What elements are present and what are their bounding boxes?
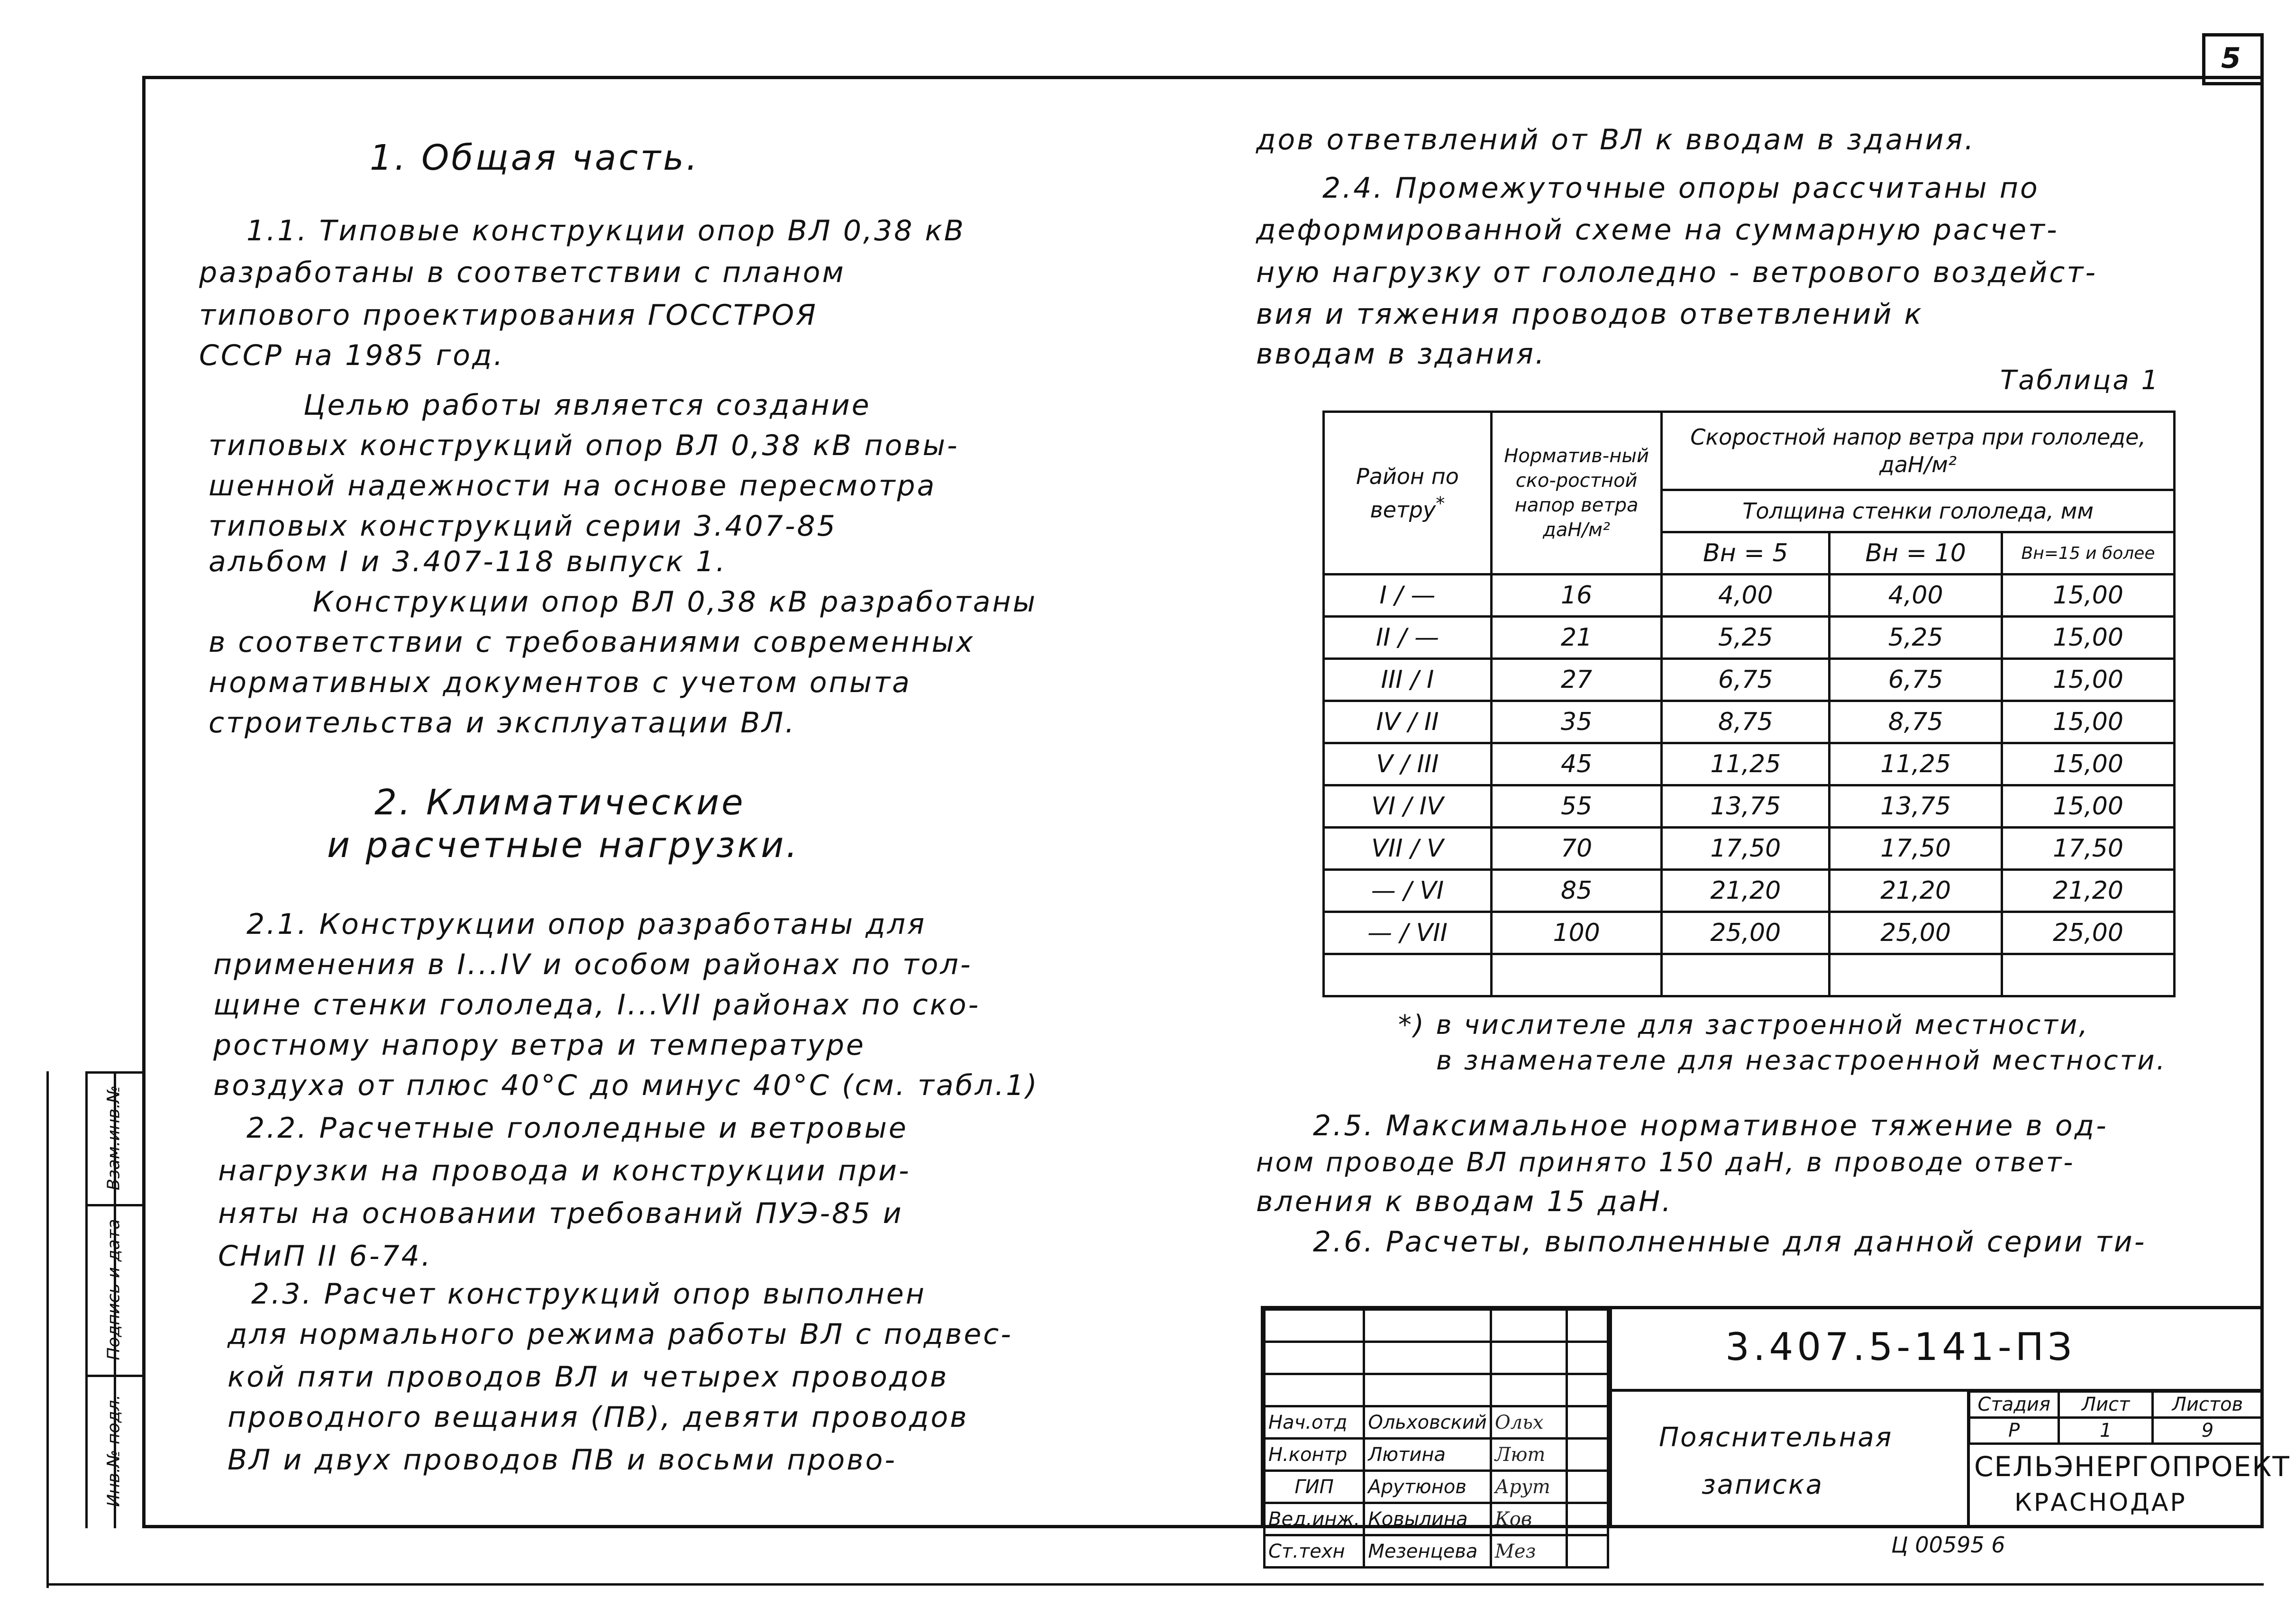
cell-empty: [1364, 1374, 1491, 1406]
cell-norm: 27: [1491, 659, 1661, 701]
cell-empty: [1491, 1310, 1566, 1342]
signer-role: Нач.отд: [1265, 1406, 1364, 1439]
trim-line: [46, 1583, 2264, 1586]
signer-row: [1265, 1406, 1608, 1439]
section1-line: типовых конструкций серии 3.407-85: [209, 510, 837, 543]
section2-line: 2.3. Расчет конструкций опор выполнен: [251, 1277, 926, 1311]
header-norm: Норматив-ный ско-ростной напор ветра даН/м²: [1491, 412, 1661, 575]
cell-b5: 8,75: [1662, 701, 1830, 743]
cell-region: VII / V: [1324, 828, 1492, 870]
section2-line: для нормального режима работы ВЛ с подвес-: [228, 1318, 1013, 1351]
cell-b10: 13,75: [1830, 785, 2002, 828]
footnote-line2: в знаменателе для незастроенной местности.: [1436, 1045, 2167, 1076]
cell-empty: [1566, 1503, 1608, 1535]
section2-heading-line1: 2. Климатические: [374, 782, 746, 823]
cell-norm: 85: [1491, 870, 1661, 912]
signer-role: Ст.техн: [1265, 1535, 1364, 1568]
section2-line: кой пяти проводов ВЛ и четырех проводов: [228, 1360, 949, 1394]
right-bottom-line: ном проводе ВЛ принято 150 даН, в проводе ответ-: [1256, 1147, 2075, 1178]
section1-line: 1.1. Типовые конструкции опор ВЛ 0,38 кВ: [246, 214, 965, 247]
cell-norm: 35: [1491, 701, 1661, 743]
cell-b15: 15,00: [2002, 743, 2175, 785]
cell-empty: [1566, 1535, 1608, 1568]
signer-name: Ковылина: [1364, 1503, 1491, 1535]
cell-empty: [1566, 1374, 1608, 1406]
stage-table: [1968, 1390, 2264, 1445]
cell-b10: 11,25: [1830, 743, 2002, 785]
signer-signature: Ольх: [1491, 1406, 1566, 1439]
section2-line: ВЛ и двух проводов ПВ и восьми прово-: [228, 1443, 897, 1477]
cell-empty: [1364, 1342, 1491, 1374]
cell-norm: 55: [1491, 785, 1661, 828]
section1-line: типовых конструкций опор ВЛ 0,38 кВ повы-: [209, 429, 959, 462]
section1-line: разработаны в соответствии с планом: [199, 256, 846, 289]
side-label-replace: Взам.инв.№: [104, 1085, 124, 1191]
sheets-label: Листов: [2152, 1392, 2262, 1418]
cell-empty: [1830, 954, 2002, 996]
sheet-value: 1: [2059, 1418, 2153, 1444]
right-line: вводам в здания.: [1256, 338, 1546, 371]
cell-region: III / I: [1324, 659, 1492, 701]
cell-b15: 15,00: [2002, 785, 2175, 828]
stage-value: Р: [1969, 1418, 2059, 1444]
signer-role: Вед.инж.: [1265, 1503, 1364, 1535]
signer-name: Ольховский: [1364, 1406, 1491, 1439]
cell-b5: 21,20: [1662, 870, 1830, 912]
header-region-star: *: [1436, 493, 1445, 514]
cell-empty: [1364, 1310, 1491, 1342]
signer-signature: Ков: [1491, 1503, 1566, 1535]
signer-row: [1265, 1471, 1608, 1503]
section2-line: щине стенки гололеда, I...VII районах по ско-: [213, 988, 981, 1022]
section1-line: строительства и эксплуатации ВЛ.: [209, 706, 796, 739]
doc-title-line2: записка: [1702, 1469, 1824, 1500]
page-number: 5: [2221, 42, 2241, 75]
section2-line: СНиП II 6-74.: [218, 1240, 432, 1273]
signer-row: [1265, 1503, 1608, 1535]
cell-b15: 15,00: [2002, 659, 2175, 701]
section1-line: в соответствии с требованиями современных: [209, 626, 975, 659]
signers-table: [1263, 1308, 1609, 1569]
cell-region: V / III: [1324, 743, 1492, 785]
cell-b5: 13,75: [1662, 785, 1830, 828]
cell-empty: [1566, 1439, 1608, 1471]
cell-b10: 17,50: [1830, 828, 2002, 870]
cell-norm: 21: [1491, 617, 1661, 659]
cell-empty: [1491, 954, 1661, 996]
right-line: вия и тяжения проводов ответвлений к: [1256, 298, 1923, 331]
cell-empty: [1265, 1374, 1364, 1406]
cell-b5: 4,00: [1662, 575, 1830, 617]
right-line: дов ответвлений от ВЛ к вводам в здания.: [1256, 123, 1976, 156]
table-row: [1324, 743, 2175, 785]
cell-norm: 70: [1491, 828, 1661, 870]
cell-empty: [1324, 954, 1492, 996]
wind-pressure-table: [1322, 411, 2176, 997]
section2-line: 2.1. Конструкции опор разработаны для: [246, 908, 927, 941]
org-name-line2: КРАСНОДАР: [2014, 1488, 2187, 1517]
sheet-label: Лист: [2059, 1392, 2153, 1418]
section1-heading: 1. Общая часть.: [370, 137, 700, 178]
cell-region: VI / IV: [1324, 785, 1492, 828]
cell-b10: 25,00: [1830, 912, 2002, 954]
document-code: 3.407.5-141-ПЗ: [1725, 1325, 2076, 1369]
signer-row: [1265, 1535, 1608, 1568]
signer-role: Н.контр: [1265, 1439, 1364, 1471]
cell-b10: 21,20: [1830, 870, 2002, 912]
cell-norm: 45: [1491, 743, 1661, 785]
cell-empty: [1566, 1342, 1608, 1374]
signer-row: [1265, 1439, 1608, 1471]
cell-empty: [1566, 1310, 1608, 1342]
cell-b5: 11,25: [1662, 743, 1830, 785]
right-line: ную нагрузку от гололедно - ветрового воздейст-: [1256, 256, 2098, 289]
header-thickness: Толщина стенки гололеда, мм: [1662, 490, 2175, 532]
cell-empty: [1491, 1374, 1566, 1406]
cell-region: IV / II: [1324, 701, 1492, 743]
signer-name: Лютина: [1364, 1439, 1491, 1471]
cell-norm: 100: [1491, 912, 1661, 954]
cell-b10: 6,75: [1830, 659, 2002, 701]
signer-name: Мезенцева: [1364, 1535, 1491, 1568]
side-label-inventory: Инв.№ подл.: [104, 1395, 124, 1507]
subheader-b15: Вн=15 и более: [2002, 532, 2175, 575]
subheader-b10: Вн = 10: [1830, 532, 2002, 575]
footnote-line1: *) в числителе для застроенной местности,: [1398, 1010, 2090, 1040]
header-region: [1324, 412, 1492, 575]
header-pressure: Скоростной напор ветра при гололеде, даН/м²: [1662, 412, 2175, 490]
table-row: [1324, 828, 2175, 870]
cell-b15: 15,00: [2002, 617, 2175, 659]
section1-line: альбом I и 3.407-118 выпуск 1.: [209, 545, 727, 578]
table-row: [1324, 785, 2175, 828]
right-bottom-line: 2.5. Максимальное нормативное тяжение в од-: [1313, 1109, 2108, 1142]
cell-empty: [1265, 1342, 1364, 1374]
cell-b10: 8,75: [1830, 701, 2002, 743]
header-region-text: Район по ветру: [1356, 463, 1459, 523]
section1-line: нормативных документов с учетом опыта: [209, 666, 911, 699]
side-label-signature: Подпись и дата: [104, 1219, 124, 1360]
right-line: деформированной схеме на суммарную расчет-: [1256, 213, 2059, 246]
section2-heading-line2: и расчетные нагрузки.: [327, 825, 800, 866]
title-block-vdivider: [1609, 1306, 1612, 1528]
section1-line: шенной надежности на основе пересмотра: [209, 469, 937, 502]
signer-signature: Мез: [1491, 1535, 1566, 1568]
section2-line: воздуха от плюс 40°С до минус 40°С (см. табл.1): [213, 1069, 1039, 1102]
cell-region: II / —: [1324, 617, 1492, 659]
doc-title-line1: Пояснительная: [1659, 1422, 1893, 1453]
cell-b5: 17,50: [1662, 828, 1830, 870]
cell-b5: 6,75: [1662, 659, 1830, 701]
table-row: [1324, 575, 2175, 617]
section2-line: ростному напору ветра и температуре: [213, 1029, 865, 1062]
table-caption: Таблица 1: [2000, 365, 2160, 396]
right-bottom-line: вления к вводам 15 даН.: [1256, 1185, 1673, 1218]
section2-line: 2.2. Расчетные гололедные и ветровые: [246, 1112, 908, 1145]
cell-b15: 15,00: [2002, 575, 2175, 617]
bottom-note: Ц 00595 6: [1891, 1532, 2005, 1558]
table-row: [1324, 659, 2175, 701]
section2-line: применения в I...IV и особом районах по тол-: [213, 948, 973, 981]
table-row: [1324, 912, 2175, 954]
trim-line-left: [46, 1071, 49, 1588]
section1-line: типового проектирования ГОССТРОЯ: [199, 299, 818, 332]
cell-b5: 25,00: [1662, 912, 1830, 954]
signer-name: Арутюнов: [1364, 1471, 1491, 1503]
cell-norm: 16: [1491, 575, 1661, 617]
cell-b15: 25,00: [2002, 912, 2175, 954]
cell-b5: 5,25: [1662, 617, 1830, 659]
section1-line: Конструкции опор ВЛ 0,38 кВ разработаны: [313, 585, 1038, 619]
signer-role: ГИП: [1265, 1471, 1364, 1503]
section1-line: СССР на 1985 год.: [199, 339, 505, 372]
right-line: 2.4. Промежуточные опоры рассчитаны по: [1322, 172, 2040, 205]
stage-label: Стадия: [1969, 1392, 2059, 1418]
table-row: [1324, 701, 2175, 743]
cell-b15: 15,00: [2002, 701, 2175, 743]
right-bottom-line: 2.6. Расчеты, выполненные для данной серии ти-: [1313, 1225, 2147, 1259]
cell-b15: 21,20: [2002, 870, 2175, 912]
cell-b15: 17,50: [2002, 828, 2175, 870]
cell-empty: [1566, 1471, 1608, 1503]
signer-signature: Лют: [1491, 1439, 1566, 1471]
cell-b10: 5,25: [1830, 617, 2002, 659]
table-row: [1324, 617, 2175, 659]
cell-empty: [1265, 1310, 1364, 1342]
section2-line: проводного вещания (ПВ), девяти проводов: [228, 1401, 969, 1434]
cell-region: — / VII: [1324, 912, 1492, 954]
table-row: [1324, 870, 2175, 912]
binding-strip-sep2: [85, 1375, 142, 1377]
section2-line: няты на основании требований ПУЭ-85 и: [218, 1197, 903, 1230]
subheader-b5: Вн = 5: [1662, 532, 1830, 575]
cell-b10: 4,00: [1830, 575, 2002, 617]
cell-empty: [1491, 1342, 1566, 1374]
cell-empty: [2002, 954, 2175, 996]
section2-line: нагрузки на провода и конструкции при-: [218, 1154, 911, 1187]
cell-empty: [1566, 1406, 1608, 1439]
cell-region: — / VI: [1324, 870, 1492, 912]
section1-line: Целью работы является создание: [303, 389, 871, 422]
cell-empty: [1662, 954, 1830, 996]
cell-region: I / —: [1324, 575, 1492, 617]
org-name-line1: СЕЛЬЭНЕРГОПРОЕКТ: [1974, 1451, 2290, 1483]
signer-signature: Арут: [1491, 1471, 1566, 1503]
table-row-empty: [1324, 954, 2175, 996]
sheets-value: 9: [2152, 1418, 2262, 1444]
